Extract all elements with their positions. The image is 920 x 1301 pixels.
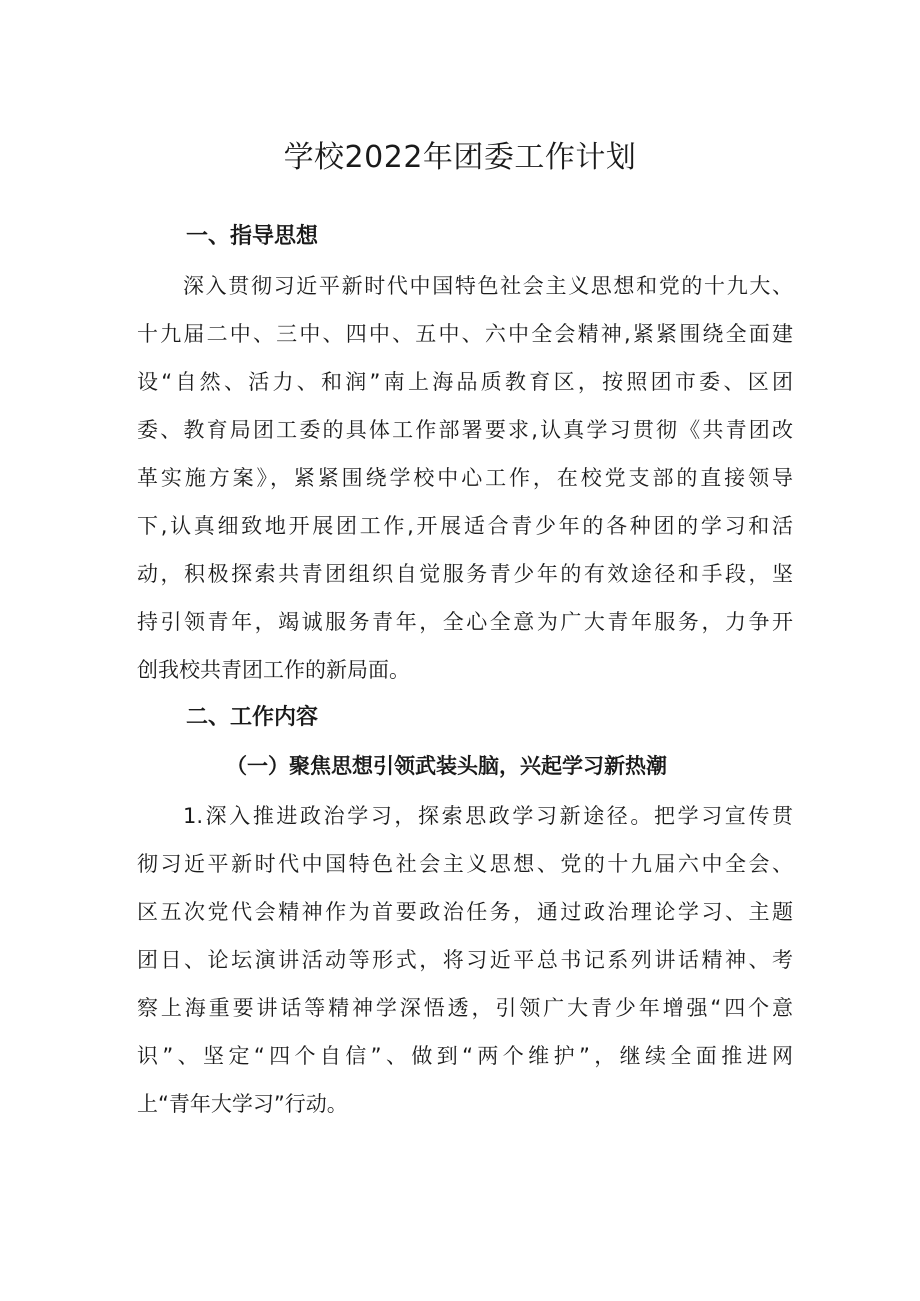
section-heading-guiding-ideology: 一、指导思想 [186, 224, 319, 249]
paragraph-guiding-ideology [137, 262, 793, 694]
paragraph-political-study [137, 792, 793, 1128]
document-title: 学校2022年团委工作计划 [283, 140, 637, 175]
text-line: 十九届二中、三中、四中、五中、六中全会精神,紧紧围绕全面建 [137, 322, 793, 346]
text-line: 委、教育局团工委的具体工作部署要求,认真学习贯彻《共青团改 [137, 418, 793, 442]
section-heading-work-content: 二、工作内容 [186, 705, 319, 730]
text-line: 团日、论坛演讲活动等形式，将习近平总书记系列讲话精神、考 [137, 948, 793, 972]
text-line: 革实施方案》，紧紧围绕学校中心工作，在校党支部的直接领导 [137, 466, 793, 490]
text-line: 动，积极探索共青团组织自觉服务青少年的有效途径和手段，坚 [137, 562, 793, 586]
text-line: 上“青年大学习”行动。 [137, 1092, 348, 1116]
text-line: 下,认真细致地开展团工作,开展适合青少年的各种团的学习和活 [137, 514, 793, 538]
text-line: 彻习近平新时代中国特色社会主义思想、党的十九届六中全会、 [137, 852, 793, 876]
text-line: 设“自然、活力、和润”南上海品质教育区，按照团市委、区团 [137, 370, 793, 394]
text-line: 持引领青年，竭诚服务青年，全心全意为广大青年服务，力争开 [137, 610, 793, 634]
text-line: 1.深入推进政治学习，探索思政学习新途径。把学习宣传贯 [183, 804, 793, 828]
text-line: 区五次党代会精神作为首要政治任务，通过政治理论学习、主题 [137, 900, 793, 924]
text-line: 创我校共青团工作的新局面。 [137, 658, 410, 682]
text-line: 察上海重要讲话等精神学深悟透，引领广大青少年增强“四个意 [137, 996, 793, 1020]
text-line: 深入贯彻习近平新时代中国特色社会主义思想和党的十九大、 [183, 274, 793, 298]
text-line: 识”、坚定“四个自信”、做到“两个维护”，继续全面推进网 [137, 1044, 793, 1068]
subsection-heading: （一）聚焦思想引领武装头脑，兴起学习新热潮 [226, 754, 667, 778]
